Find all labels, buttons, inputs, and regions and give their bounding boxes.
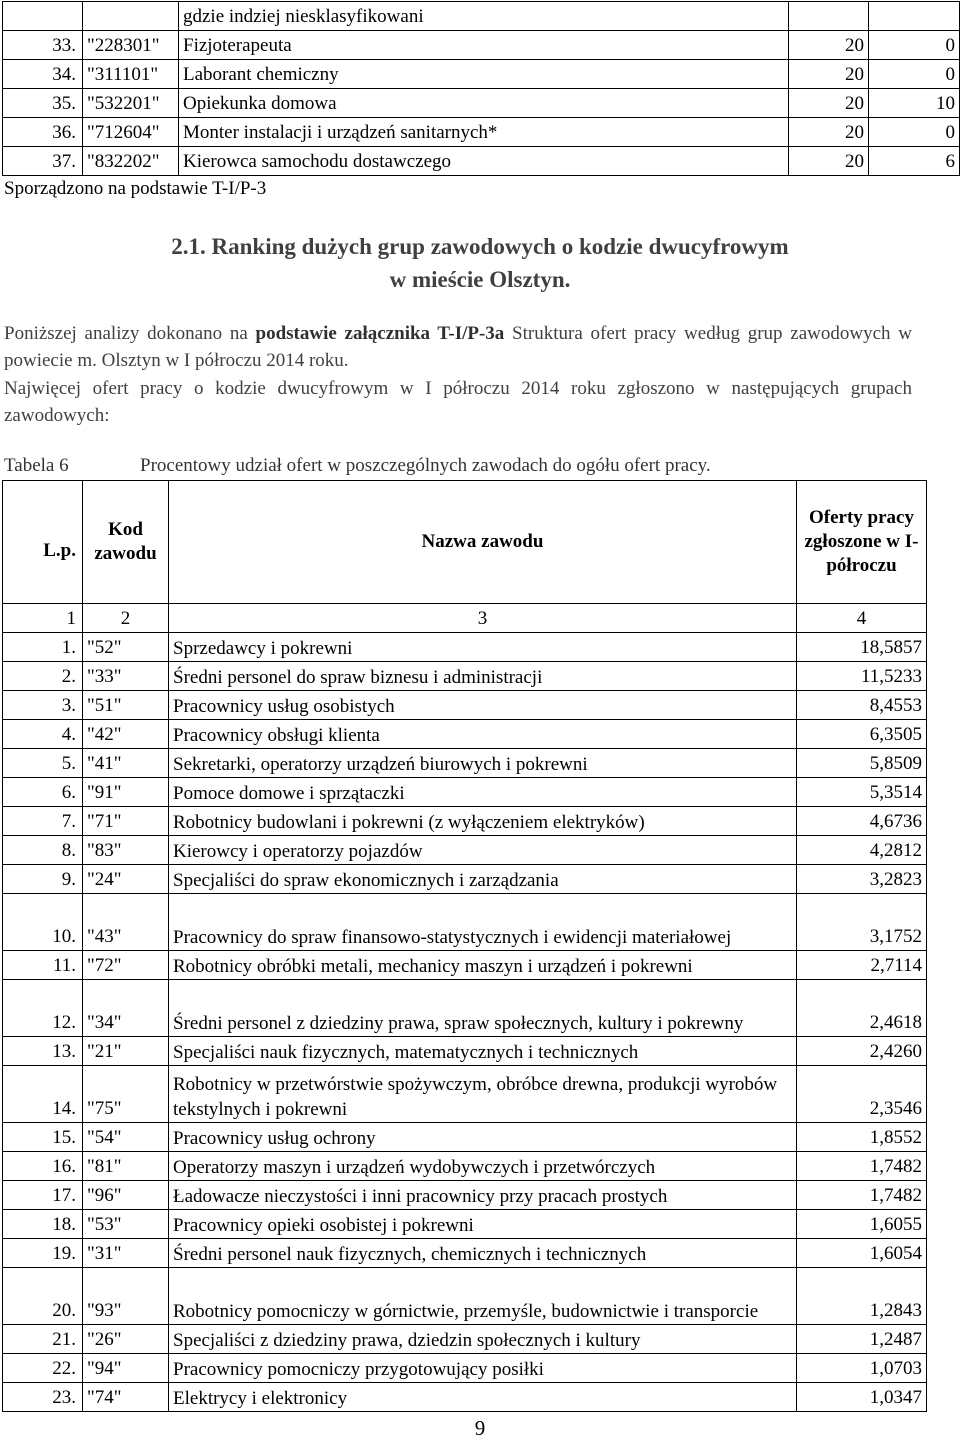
cell-name: Opiekunka domowa [179, 89, 789, 118]
cell-name: Laborant chemiczny [179, 60, 789, 89]
cell-value: 2,3546 [797, 1066, 927, 1123]
cell-code: "52" [83, 633, 169, 662]
header-name: Nazwa zawodu [169, 481, 797, 604]
table-row [3, 1181, 927, 1210]
cell-lp: 12. [3, 980, 83, 1037]
cell-value: 4,6736 [797, 807, 927, 836]
cell-name: Kierowca samochodu dostawczego [179, 147, 789, 176]
cell-lp: 33. [3, 31, 83, 60]
cell-name: Średni personel z dziedziny prawa, spraw społecznych, kultury i pokrewny [169, 980, 797, 1037]
cell-code: "51" [83, 691, 169, 720]
cell-value: 1,7482 [797, 1181, 927, 1210]
cell-lp: 35. [3, 89, 83, 118]
cell-value: 18,5857 [797, 633, 927, 662]
cell-name: Robotnicy obróbki metali, mechanicy maszyn i urządzeń i pokrewni [169, 951, 797, 980]
table-header-row [3, 481, 927, 604]
cell-name: Monter instalacji i urządzeń sanitarnych* [179, 118, 789, 147]
table-row [3, 951, 927, 980]
cell-lp: 13. [3, 1037, 83, 1066]
cell-lp: 19. [3, 1239, 83, 1268]
cell-code: "72" [83, 951, 169, 980]
cell-name: Robotnicy w przetwórstwie spożywczym, obróbce drewna, produkcji wyrobów tekstylnych i pokrewni [169, 1066, 797, 1123]
cell-v2: 0 [869, 118, 960, 147]
column-number: 1 [3, 604, 83, 633]
table-row [3, 147, 960, 176]
carry-over-cell: gdzie indziej niesklasyfikowani [179, 2, 789, 31]
cell-code: "532201" [83, 89, 179, 118]
cell-name: Ładowacze nieczystości i inni pracownicy przy pracach prostych [169, 1181, 797, 1210]
cell-value: 1,6054 [797, 1239, 927, 1268]
cell-lp: 14. [3, 1066, 83, 1123]
cell-code: "712604" [83, 118, 179, 147]
cell-v1: 20 [789, 118, 869, 147]
cell-name: Sprzedawcy i pokrewni [169, 633, 797, 662]
occupations-table-continued [2, 1, 960, 176]
column-number-row [3, 604, 927, 633]
cell-value: 1,8552 [797, 1123, 927, 1152]
cell-code: "75" [83, 1066, 169, 1123]
cell-lp: 18. [3, 1210, 83, 1239]
cell-code: "41" [83, 749, 169, 778]
cell-value: 3,1752 [797, 894, 927, 951]
cell-name: Sekretarki, operatorzy urządzeń biurowych i pokrewni [169, 749, 797, 778]
cell-code: "43" [83, 894, 169, 951]
cell-value: 2,4260 [797, 1037, 927, 1066]
cell-lp: 3. [3, 691, 83, 720]
cell-name: Pracownicy usług osobistych [169, 691, 797, 720]
table-row [3, 691, 927, 720]
cell-name: Pracownicy obsługi klienta [169, 720, 797, 749]
cell-name: Specjaliści z dziedziny prawa, dziedzin społecznych i kultury [169, 1325, 797, 1354]
cell-code: "228301" [83, 31, 179, 60]
table-row [3, 1325, 927, 1354]
table-row [3, 1354, 927, 1383]
cell-value: 6,3505 [797, 720, 927, 749]
cell-lp: 10. [3, 894, 83, 951]
table-row [3, 749, 927, 778]
cell-code: "94" [83, 1354, 169, 1383]
cell-name: Pracownicy opieki osobistej i pokrewni [169, 1210, 797, 1239]
table-row [3, 633, 927, 662]
table-row [3, 980, 927, 1037]
cell-value: 8,4553 [797, 691, 927, 720]
cell-code: "53" [83, 1210, 169, 1239]
table-row [3, 836, 927, 865]
table-row [3, 720, 927, 749]
cell-value: 2,7114 [797, 951, 927, 980]
cell-name: Fizjoterapeuta [179, 31, 789, 60]
cell-value: 1,2843 [797, 1268, 927, 1325]
table-row [3, 894, 927, 951]
cell-lp: 5. [3, 749, 83, 778]
cell-value: 1,0703 [797, 1354, 927, 1383]
table-row [3, 778, 927, 807]
section-heading-line1: 2.1. Ranking dużych grup zawodowych o kodzie dwucyfrowym [171, 234, 789, 259]
cell-name: Elektrycy i elektronicy [169, 1383, 797, 1412]
header-lp: L.p. [3, 481, 83, 604]
cell-code: "832202" [83, 147, 179, 176]
cell-name: Pracownicy do spraw finansowo-statystycznych i ewidencji materiałowej [169, 894, 797, 951]
cell-lp: 2. [3, 662, 83, 691]
page-number: 9 [474, 1416, 486, 1440]
cell-name: Specjaliści nauk fizycznych, matematycznych i technicznych [169, 1037, 797, 1066]
cell-lp: 21. [3, 1325, 83, 1354]
table-row [3, 60, 960, 89]
cell-code: "31" [83, 1239, 169, 1268]
cell-value: 4,2812 [797, 836, 927, 865]
cell-code: "54" [83, 1123, 169, 1152]
cell-code: "311101" [83, 60, 179, 89]
table-row [3, 662, 927, 691]
cell-code: "91" [83, 778, 169, 807]
cell-value: 1,7482 [797, 1152, 927, 1181]
ranking-table [2, 480, 927, 1412]
cell-code: "74" [83, 1383, 169, 1412]
cell-code: "71" [83, 807, 169, 836]
table-row [3, 1210, 927, 1239]
cell-name: Operatorzy maszyn i urządzeń wydobywczych i przetwórczych [169, 1152, 797, 1181]
cell-lp: 34. [3, 60, 83, 89]
cell-v2: 10 [869, 89, 960, 118]
cell-value: 1,0347 [797, 1383, 927, 1412]
cell-lp: 4. [3, 720, 83, 749]
cell-name: Robotnicy budowlani i pokrewni (z wyłączeniem elektryków) [169, 807, 797, 836]
cell-name: Kierowcy i operatorzy pojazdów [169, 836, 797, 865]
table-row [3, 1239, 927, 1268]
cell-value: 1,2487 [797, 1325, 927, 1354]
header-offers: Oferty pracy zgłoszone w I-półroczu [797, 481, 927, 604]
section-heading-line2: w mieście Olsztyn. [389, 267, 571, 292]
cell-lp: 16. [3, 1152, 83, 1181]
cell-v2: 0 [869, 31, 960, 60]
cell-value: 5,3514 [797, 778, 927, 807]
table-row [3, 2, 960, 31]
table-row [3, 807, 927, 836]
cell-lp: 22. [3, 1354, 83, 1383]
cell-v1: 20 [789, 60, 869, 89]
cell-lp: 15. [3, 1123, 83, 1152]
cell-code: "96" [83, 1181, 169, 1210]
cell-code: "83" [83, 836, 169, 865]
cell-lp: 37. [3, 147, 83, 176]
cell-lp: 1. [3, 633, 83, 662]
cell-code: "24" [83, 865, 169, 894]
intro-paragraph: Poniższej analizy dokonano na podstawie załącznika T-I/P-3a Struktura ofert pracy według grup zawodowych w powiecie m. Olsztyn w I półroczu 2014 roku. [4, 323, 912, 371]
cell-value: 1,6055 [797, 1210, 927, 1239]
attachment-reference: podstawie załącznika T-I/P-3a [255, 323, 505, 344]
cell-value: 3,2823 [797, 865, 927, 894]
cell-name: Średni personel do spraw biznesu i administracji [169, 662, 797, 691]
cell-code: "81" [83, 1152, 169, 1181]
cell-name: Średni personel nauk fizycznych, chemicznych i technicznych [169, 1239, 797, 1268]
cell-lp: 23. [3, 1383, 83, 1412]
table-row [3, 1037, 927, 1066]
table-row [3, 1268, 927, 1325]
cell-code: "42" [83, 720, 169, 749]
source-note: Sporządzono na podstawie T-I/P-3 [4, 178, 267, 199]
cell-name: Pracownicy usług ochrony [169, 1123, 797, 1152]
table-row [3, 31, 960, 60]
table-row [3, 1383, 927, 1412]
cell-lp: 9. [3, 865, 83, 894]
cell-lp: 7. [3, 807, 83, 836]
header-code: Kod zawodu [83, 481, 169, 604]
cell-value: 5,8509 [797, 749, 927, 778]
cell-code: "33" [83, 662, 169, 691]
cell-name: Specjaliści do spraw ekonomicznych i zarządzania [169, 865, 797, 894]
table-row [3, 89, 960, 118]
column-number: 3 [169, 604, 797, 633]
table-row [3, 1123, 927, 1152]
cell-value: 2,4618 [797, 980, 927, 1037]
cell-v1: 20 [789, 89, 869, 118]
cell-v2: 0 [869, 60, 960, 89]
cell-lp: 36. [3, 118, 83, 147]
cell-name: Robotnicy pomocniczy w górnictwie, przemyśle, budownictwie i transporcie [169, 1268, 797, 1325]
table-row [3, 118, 960, 147]
table-row [3, 1066, 927, 1123]
cell-code: "21" [83, 1037, 169, 1066]
cell-code: "26" [83, 1325, 169, 1354]
column-number: 4 [797, 604, 927, 633]
cell-value: 11,5233 [797, 662, 927, 691]
cell-v2: 6 [869, 147, 960, 176]
cell-name: Pracownicy pomocniczy przygotowujący posiłki [169, 1354, 797, 1383]
cell-name: Pomoce domowe i sprzątaczki [169, 778, 797, 807]
cell-v1: 20 [789, 31, 869, 60]
table-caption: Procentowy udział ofert w poszczególnych zawodach do ogółu ofert pracy. [140, 455, 711, 476]
column-number: 2 [83, 604, 169, 633]
cell-lp: 6. [3, 778, 83, 807]
cell-v1: 20 [789, 147, 869, 176]
cell-lp: 11. [3, 951, 83, 980]
summary-paragraph: Najwięcej ofert pracy o kodzie dwucyfrowym w I półroczu 2014 roku zgłoszono w następujących grupach zawodowych: [4, 378, 912, 426]
cell-code: "34" [83, 980, 169, 1037]
table-label: Tabela 6 [4, 455, 69, 476]
cell-lp: 8. [3, 836, 83, 865]
cell-code: "93" [83, 1268, 169, 1325]
table-row [3, 865, 927, 894]
table-row [3, 1152, 927, 1181]
cell-lp: 17. [3, 1181, 83, 1210]
cell-lp: 20. [3, 1268, 83, 1325]
